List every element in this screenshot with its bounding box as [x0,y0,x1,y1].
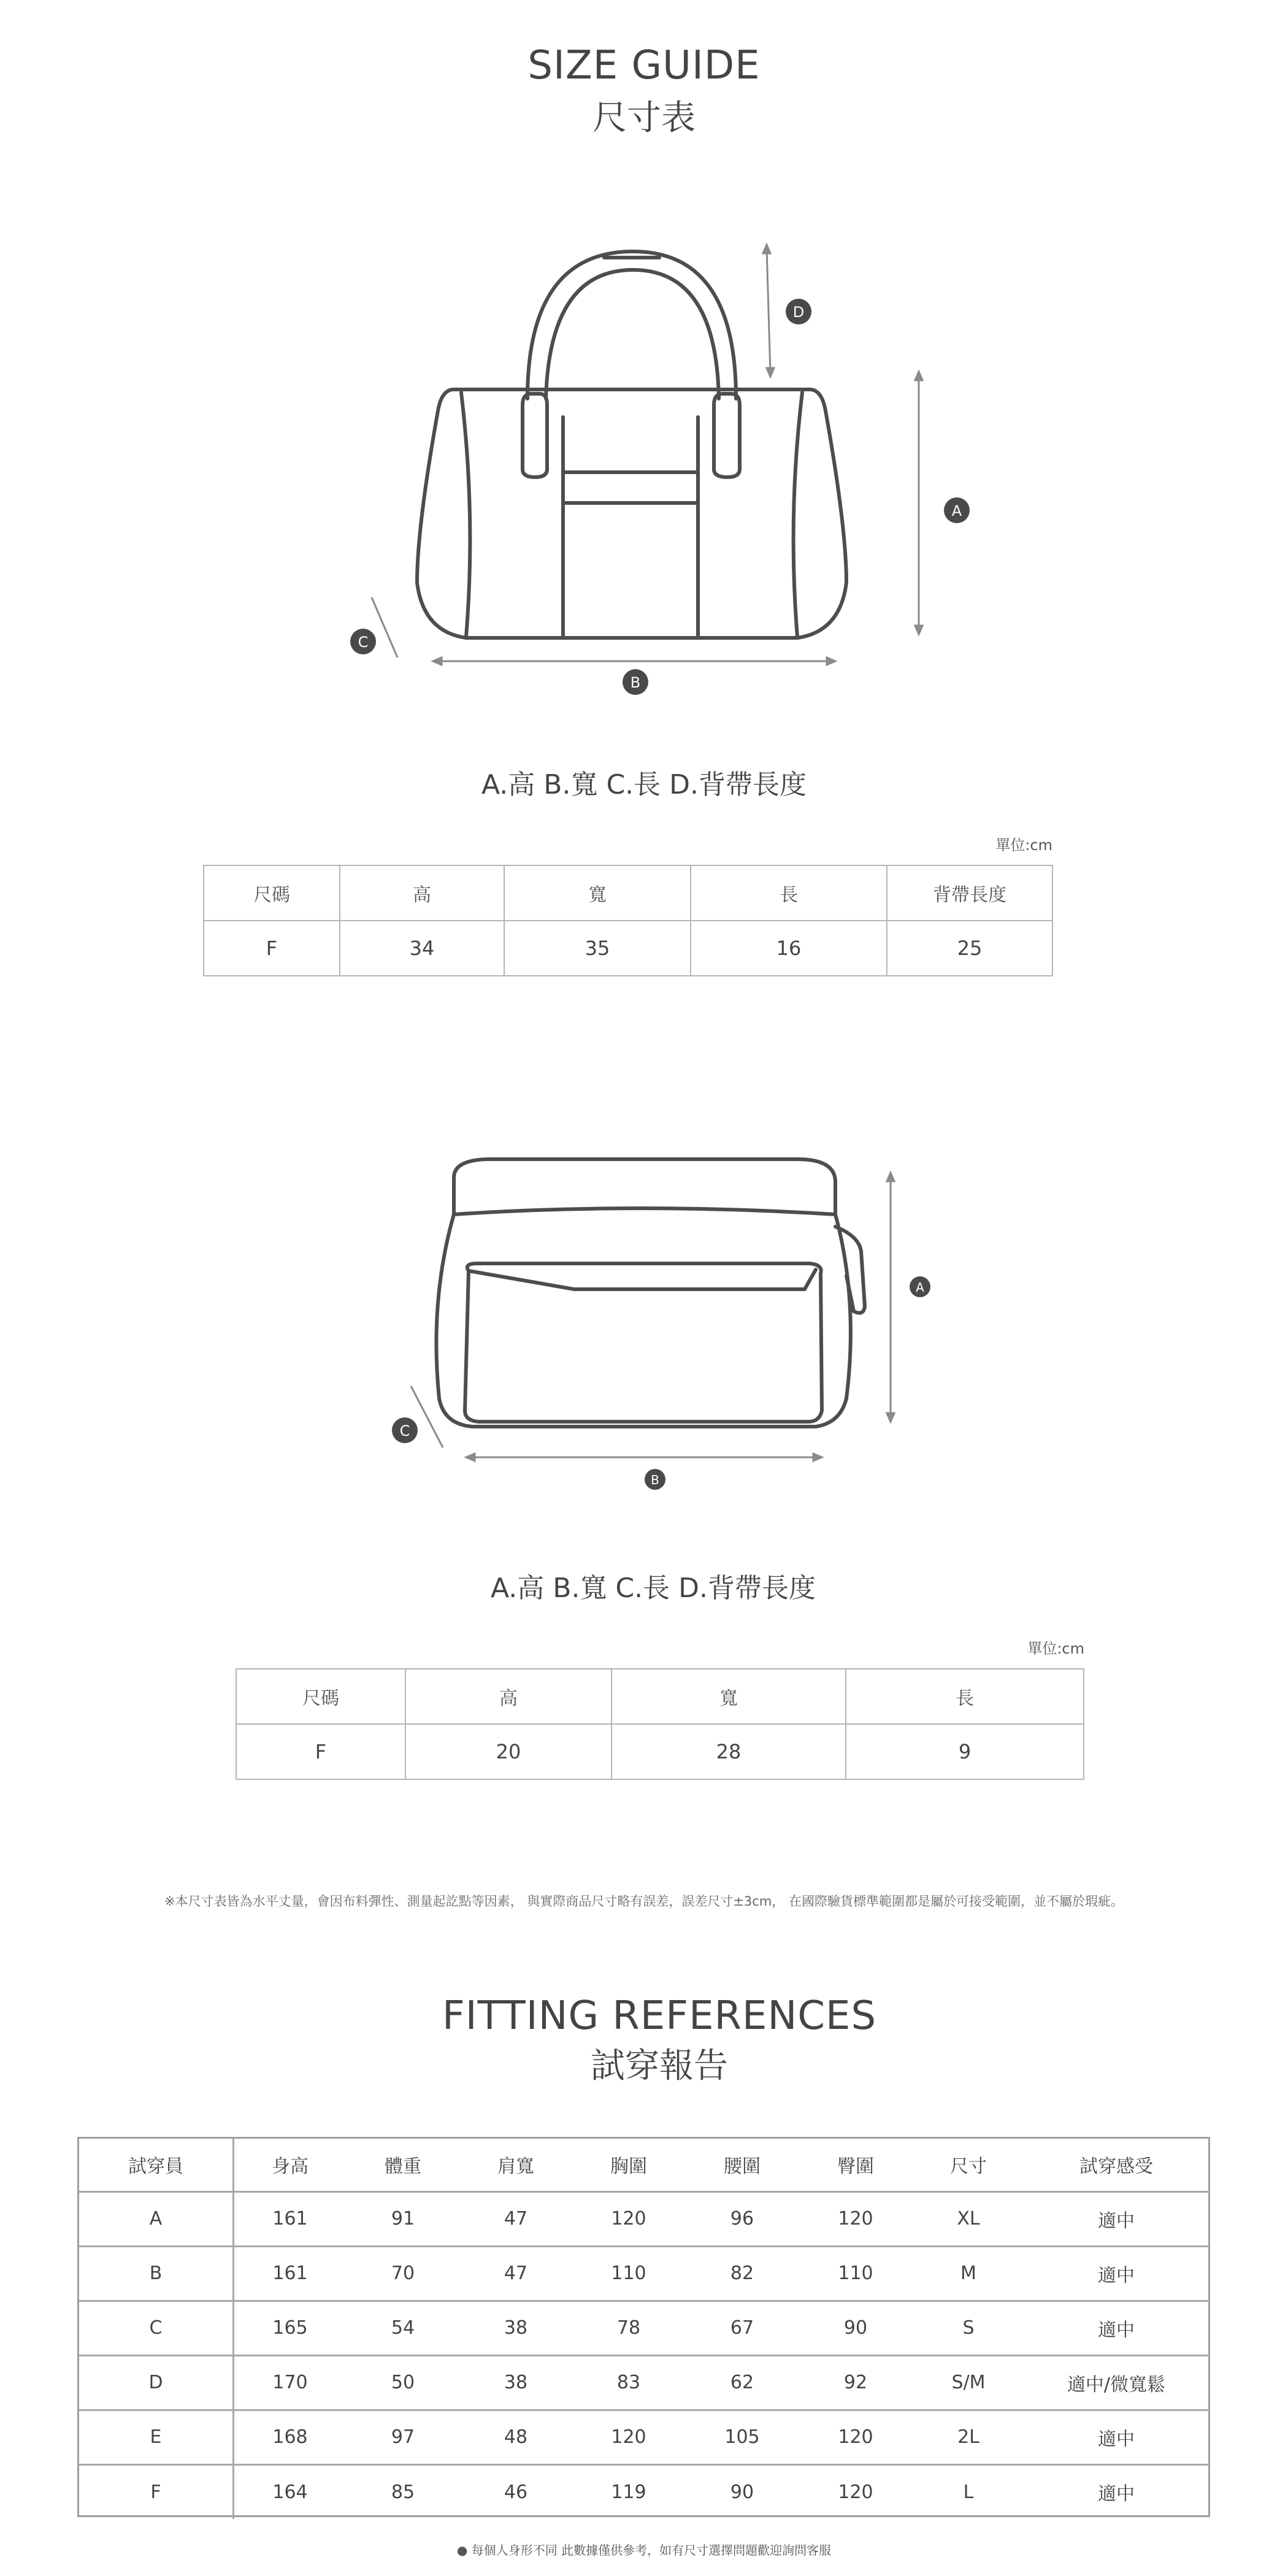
table-cell: 165 [234,2301,347,2355]
table-header-cell: 尺碼 [236,1669,405,1724]
table-header-cell: 胸圍 [572,2139,686,2191]
table-cell: 168 [234,2410,347,2464]
table-row [204,921,1052,976]
table-header-cell: 臀圍 [799,2139,913,2191]
table-header-cell: 高 [340,865,504,921]
table-cell: 110 [572,2246,686,2301]
marker-b-label: B [630,674,641,691]
dimension-markers [350,299,970,695]
table-cell: 170 [234,2355,347,2410]
table-header-cell: 體重 [346,2139,460,2191]
table-cell: 28 [611,1724,846,1779]
marker-a-label: A [916,1280,924,1295]
table-header-cell: 身高 [234,2139,347,2191]
table-cell: 34 [340,921,504,976]
bag1-dimension-legend: A.高 B.寬 C.長 D.背帶長度 [481,769,807,800]
table-cell: 38 [460,2355,572,2410]
table-header-cell: 長 [691,865,887,921]
marker-b-label: B [651,1473,659,1487]
table-cell: 120 [572,2410,686,2464]
table-header-cell: 寬 [611,1669,846,1724]
table-cell: 50 [346,2355,460,2410]
table-cell: 82 [686,2246,799,2301]
table-cell: 90 [799,2301,913,2355]
marker-c-label: C [399,1422,410,1439]
table-cell: 97 [346,2410,460,2464]
table-header-cell: 尺寸 [913,2139,1024,2191]
table-cell: D [79,2355,234,2410]
table-cell: 120 [838,2481,873,2503]
table-cell: 25 [887,921,1052,976]
table-header-row [204,865,1052,921]
table-header-row [79,2139,1208,2191]
table-cell: 67 [686,2301,799,2355]
bag-body-outline [436,1159,850,1427]
table-cell: L [963,2481,974,2503]
table-cell: 96 [686,2191,799,2246]
fitting-subtitle: 試穿報告 [591,2046,728,2086]
table-cell: E [79,2410,234,2464]
table-header-cell: 高 [405,1669,611,1724]
table-cell: 20 [405,1724,611,1779]
table-cell: 161 [234,2191,347,2246]
table-cell: 38 [460,2301,572,2355]
table-cell: 54 [346,2301,460,2355]
table-cell: 2L [913,2410,1024,2464]
fitting-table [79,2139,1208,2519]
table-header-cell: 試穿感受 [1024,2139,1208,2191]
table-cell: 62 [686,2355,799,2410]
table-cell: 83 [572,2355,686,2410]
table-cell: 35 [504,921,691,976]
table-cell: 適中 [1024,2301,1208,2355]
bag2-dimension-legend: A.高 B.寬 C.長 D.背帶長度 [490,1573,816,1604]
table-cell: 70 [346,2246,460,2301]
table-cell: 適中/微寬鬆 [1024,2355,1208,2410]
table-cell: 120 [799,2191,913,2246]
table-header-row [236,1669,1084,1724]
table-cell: A [79,2191,234,2246]
table-row [79,2301,1208,2355]
table-row [79,2191,1208,2246]
table-cell: 48 [460,2410,572,2464]
fitting-title: FITTING REFERENCES [442,1993,877,2039]
table-header-cell: 尺碼 [204,865,340,921]
table-cell: 105 [686,2410,799,2464]
table-cell: 46 [504,2481,528,2503]
table-cell: 120 [799,2410,913,2464]
table-cell: 9 [846,1724,1084,1779]
size-guide-subtitle: 尺寸表 [592,98,696,138]
table-header-cell: 試穿員 [79,2139,234,2191]
table-row [79,2410,1208,2464]
table-cell: 119 [611,2481,646,2503]
bag2-size-table [236,1668,1084,1780]
table-header-cell: 長 [846,1669,1084,1724]
table-cell: 85 [391,2481,415,2503]
table-cell: S/M [913,2355,1024,2410]
bag-body-outline [417,389,846,638]
table-row [236,1724,1084,1779]
handbag-diagram [0,233,1288,711]
table-cell: 91 [346,2191,460,2246]
table-cell: F [79,2464,234,2519]
table-header-cell: 背帶長度 [887,865,1052,921]
table-cell: S [913,2301,1024,2355]
table-cell: 47 [460,2191,572,2246]
table-header-cell: 肩寬 [460,2139,572,2191]
size-guide-title: SIZE GUIDE [527,43,761,88]
table-cell: 適中 [1024,2191,1208,2246]
fitting-table-frame [77,2137,1210,2517]
table-cell: M [913,2246,1024,2301]
waist-bag-diagram [0,1153,1288,1509]
bag1-unit-label: 單位:cm [995,837,1052,854]
marker-c-label: C [358,634,369,651]
table-cell: 110 [799,2246,913,2301]
table-row [79,2355,1208,2410]
table-cell: 47 [460,2246,572,2301]
table-cell: 120 [572,2191,686,2246]
table-cell: 適中 [1024,2246,1208,2301]
marker-a-label: A [951,502,962,519]
table-cell: 161 [234,2246,347,2301]
marker-d-label: D [792,304,805,321]
table-header-cell: 寬 [504,865,691,921]
table-header-cell: 腰圍 [686,2139,799,2191]
table-cell: C [79,2301,234,2355]
table-cell: 78 [572,2301,686,2355]
table-cell: 適中 [1024,2410,1208,2464]
table-cell: 90 [730,2481,754,2503]
table-cell: F [204,921,340,976]
table-cell: 16 [691,921,887,976]
table-cell: B [79,2246,234,2301]
table-cell: XL [913,2191,1024,2246]
bag1-size-table [203,865,1053,976]
table-cell: 92 [799,2355,913,2410]
table-cell: 164 [272,2481,308,2503]
table-cell: 適中 [1098,2483,1135,2505]
bag2-unit-label: 單位:cm [1027,1640,1084,1657]
table-row [79,2464,1208,2519]
fitting-footnote: ● 每個人身形不同 此數據僅供參考，如有尺寸選擇問題歡迎詢問客服 [456,2543,832,2558]
table-row [79,2246,1208,2301]
measurement-disclaimer: ※本尺寸表皆為水平丈量，會因布料彈性、測量起訖點等因素， 與實際商品尺寸略有誤差，誤差尺寸±3cm， 在國際驗貨標準範圍都是屬於可接受範圍，並不屬於瑕疵。 [164,1894,1124,1909]
table-cell: F [236,1724,405,1779]
